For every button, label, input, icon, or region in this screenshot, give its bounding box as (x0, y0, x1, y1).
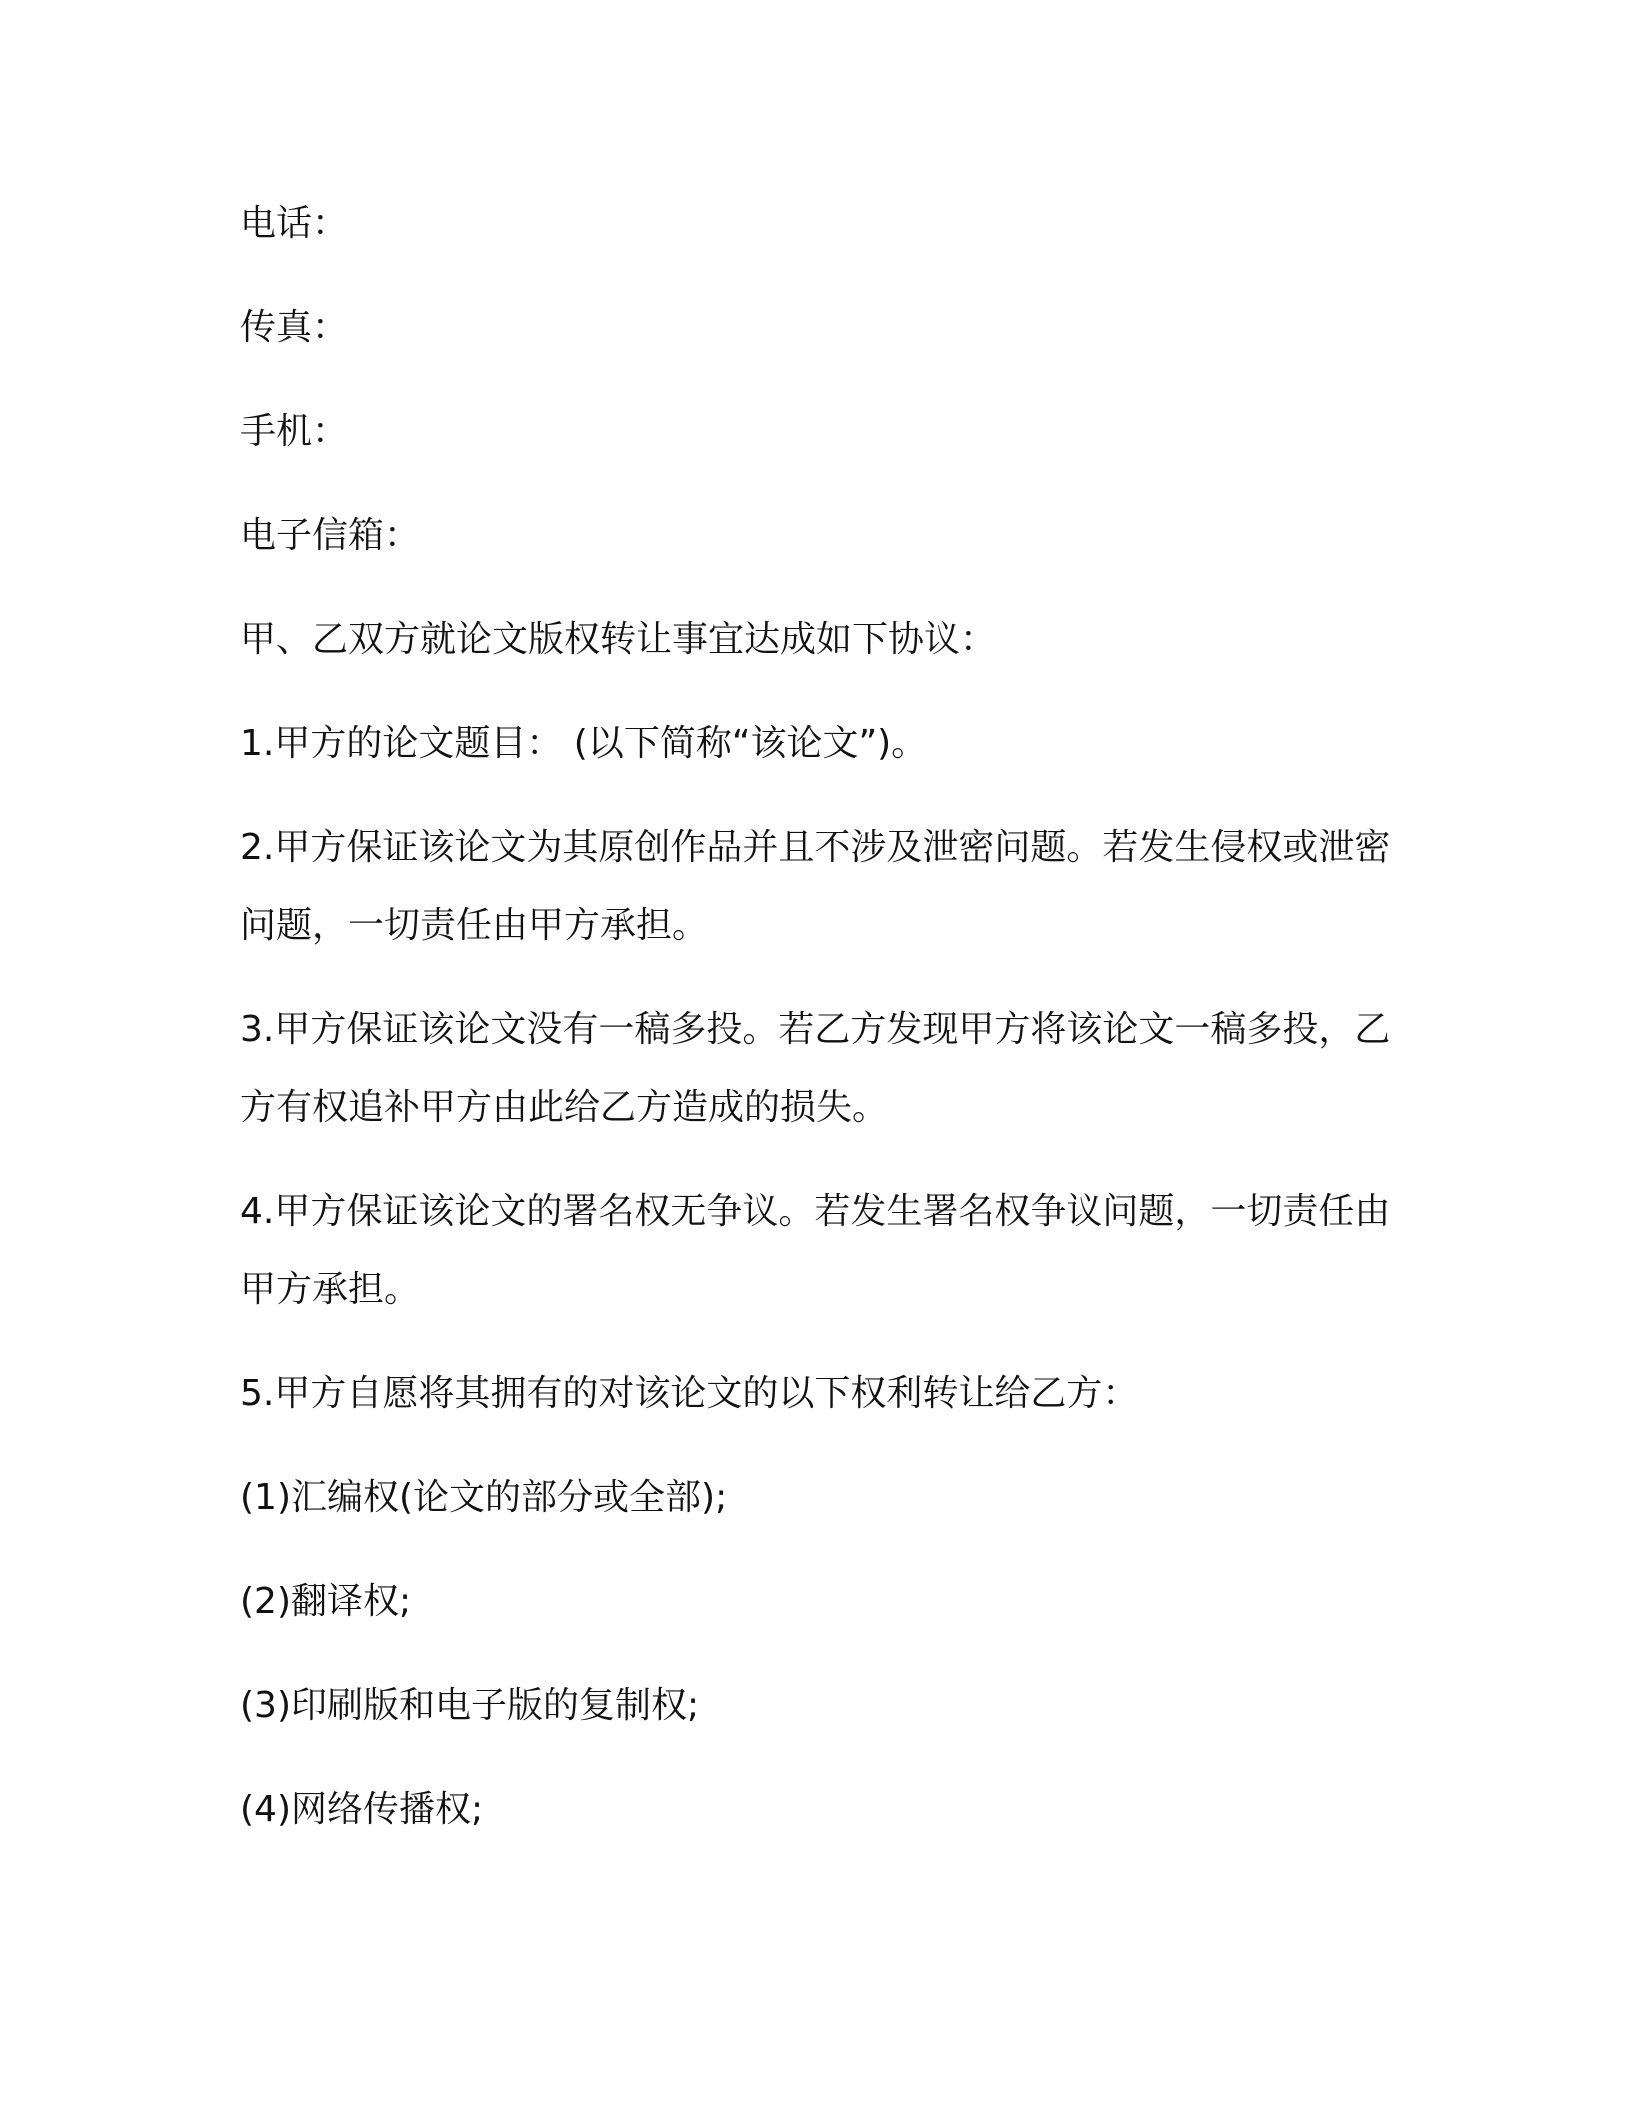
right-item-1: (1)汇编权(论文的部分或全部); (240, 1477, 728, 1518)
clause-4: 4.甲方保证该论文的署名权无争议。若发生署名权争议问题，一切责任由甲方承担。 (240, 1191, 1391, 1310)
agreement-intro: 甲、乙双方就论文版权转让事宜达成如下协议： (240, 619, 997, 660)
right-item-4: (4)网络传播权; (240, 1789, 484, 1830)
clause-5: 5.甲方自愿将其拥有的对该论文的以下权利转让给乙方： (240, 1373, 1139, 1414)
phone-label: 电话： (240, 203, 349, 244)
email-label: 电子信箱： (240, 515, 421, 556)
right-item-2: (2)翻译权; (240, 1581, 412, 1622)
clause-3: 3.甲方保证该论文没有一稿多投。若乙方发现甲方将该论文一稿多投，乙方有权追补甲方由此给乙方造成的损失。 (240, 1009, 1391, 1128)
fax-label: 传真： (240, 307, 349, 348)
right-item-3: (3)印刷版和电子版的复制权; (240, 1685, 700, 1726)
document-body (240, 185, 1400, 1875)
clause-1: 1.甲方的论文题目： (以下简称“该论文”)。 (240, 723, 928, 764)
clause-2: 2.甲方保证该论文为其原创作品并且不涉及泄密问题。若发生侵权或泄密问题，一切责任由甲方承担。 (240, 827, 1391, 946)
mobile-label: 手机： (240, 411, 349, 452)
